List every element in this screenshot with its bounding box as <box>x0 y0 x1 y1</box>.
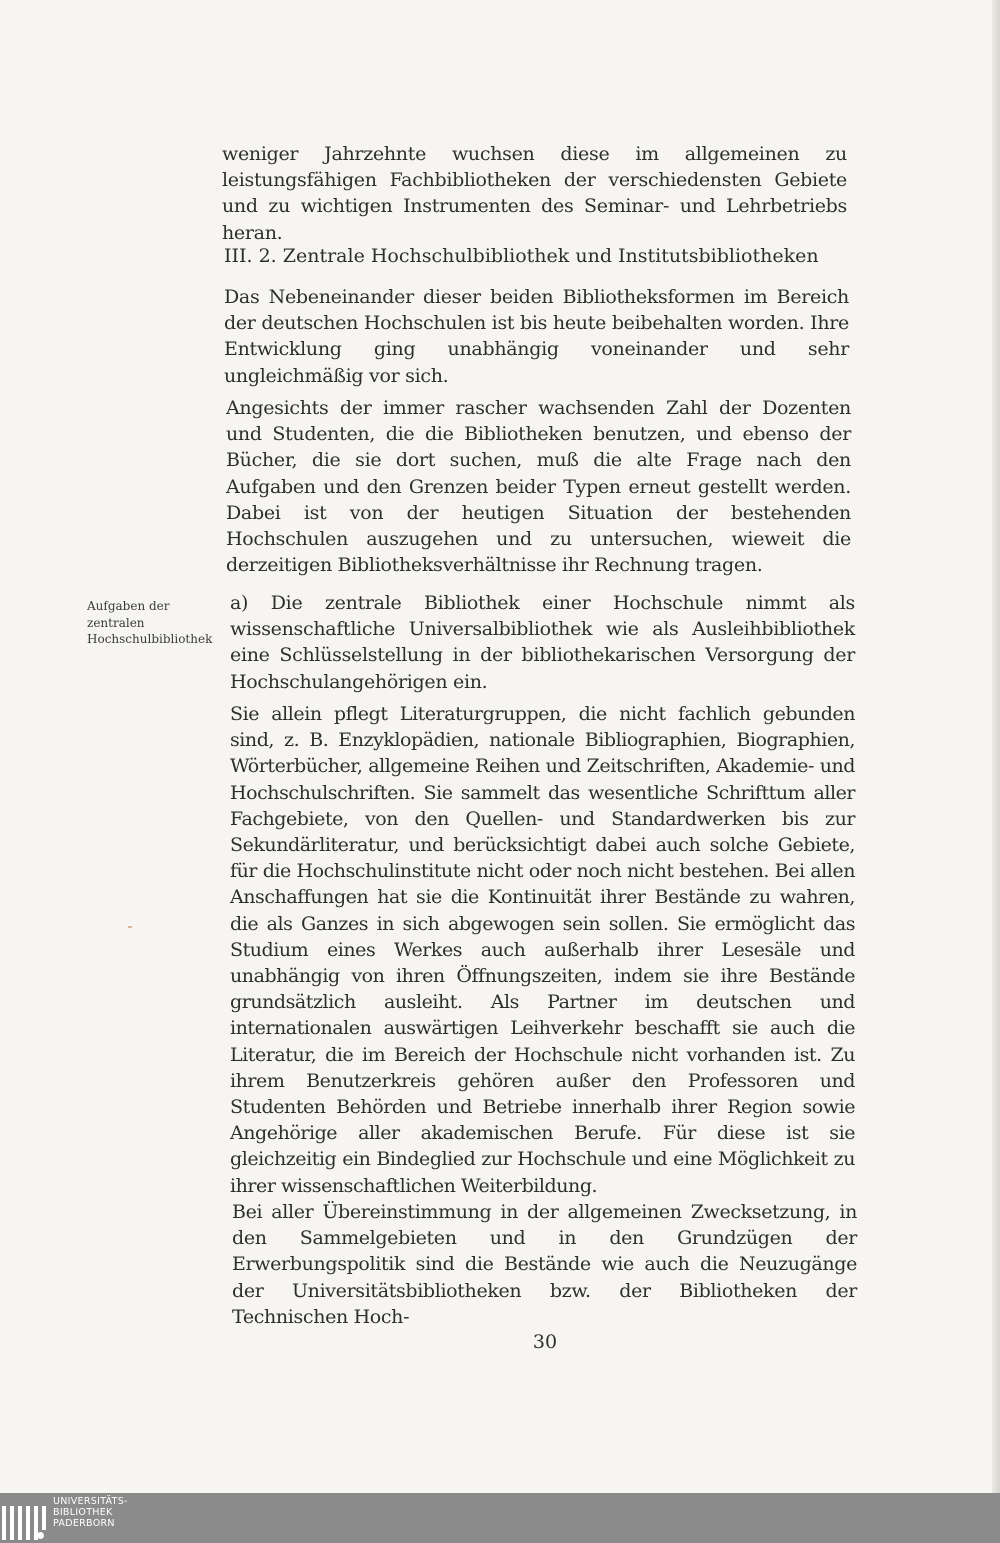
paragraph-3: Angesichts der immer rascher wachsenden Zahl der Dozenten und Studenten, die die Bibliotheken benutzen, und ebenso der Bücher, die sie dort suchen, muß die alte Frage nach den Aufgaben und den Grenzen beider Typen erneut gestellt werden. Dabei ist von der heutigen Situation der bestehenden Hochschulen auszugehen und zu untersuchen, wieweit die derzeitigen Bibliotheksverhältnisse ihr Rechnung tragen. <box>226 397 851 577</box>
library-logo-dot <box>37 1532 44 1539</box>
logo-line-3: PADERBORN <box>53 1518 115 1529</box>
section-heading: III. 2. Zentrale Hochschulbibliothek und Institutsbibliotheken <box>224 245 819 267</box>
library-logo-text <box>53 1496 128 1529</box>
paragraph-6: Bei aller Übereinstimmung in der allgemeinen Zwecksetzung, in den Sammelgebieten und in den Grundzügen der Erwerbungspolitik sind die Bestände wie auch die Neuzugänge der Universitätsbibliotheken bzw. der Bibliotheken der Technischen Hoch- <box>232 1201 857 1328</box>
paragraph-1: weniger Jahrzehnte wuchsen diese im allgemeinen zu leistungsfähigen Fachbibliotheken der verschiedensten Gebiete und zu wichtigen Instrumenten des Seminar- und Lehrbetriebs heran. <box>222 143 847 244</box>
margin-note: Aufgaben der zentralen Hochschulbibliothek <box>87 599 213 646</box>
page-number: 30 <box>532 1331 558 1353</box>
logo-line-1: UNIVERSITÄTS- <box>53 1496 128 1507</box>
paper-speck <box>128 926 132 928</box>
page-edge <box>992 0 1000 1493</box>
paragraph-4: a) Die zentrale Bibliothek einer Hochschule nimmt als wissenschaftliche Universalbibliothek wie als Ausleihbibliothek eine Schlüsselstellung in der bibliothekarischen Versorgung der Hochschulangehörigen ein. <box>230 592 855 693</box>
library-footer-bar <box>0 1493 1000 1543</box>
paragraph-2: Das Nebeneinander dieser beiden Bibliotheksformen im Bereich der deutschen Hochschulen ist bis heute beibehalten worden. Ihre Entwicklung ging unabhängig voneinander und sehr ungleichmäßig vor sich. <box>224 286 849 387</box>
logo-line-2: BIBLIOTHEK <box>53 1507 113 1518</box>
paragraph-5: Sie allein pflegt Literaturgruppen, die nicht fachlich gebunden sind, z. B. Enzyklopädien, nationale Bibliographien, Biographien, Wörterbücher, allgemeine Reihen und Zeitschriften, Akademie- und Hochschulschriften. Sie sammelt das wesentliche Schrifttum aller Fachgebiete, von den Quellen- und Standardwerken bis zur Sekundärliteratur, und berücksichtigt dabei auch solche Gebiete, für die Hochschulinstitute nicht oder noch nicht bestehen. Bei allen Anschaffungen hat sie die Kontinuität ihrer Bestände zu wahren, die als Ganzes in sich abgewogen sein sollen. Sie ermöglicht das Studium eines Werkes auch außerhalb ihrer Lesesäle und unabhängig von ihren Öffnungszeiten, indem sie ihre Bestände grundsätzlich ausleiht. Als Partner im deutschen und internationalen auswärtigen Leihverkehr beschafft sie auch die Literatur, die im Bereich der Hochschule nicht vorhanden ist. Zu ihrem Benutzerkreis gehören außer den Professoren und Studenten Behörden und Betriebe innerhalb ihrer Region sowie Angehörige aller akademischen Berufe. Für diese ist sie gleichzeitig ein Bindeglied zur Hochschule und eine Möglichkeit zu ihrer wissenschaftlichen Weiterbildung. <box>230 703 855 1197</box>
